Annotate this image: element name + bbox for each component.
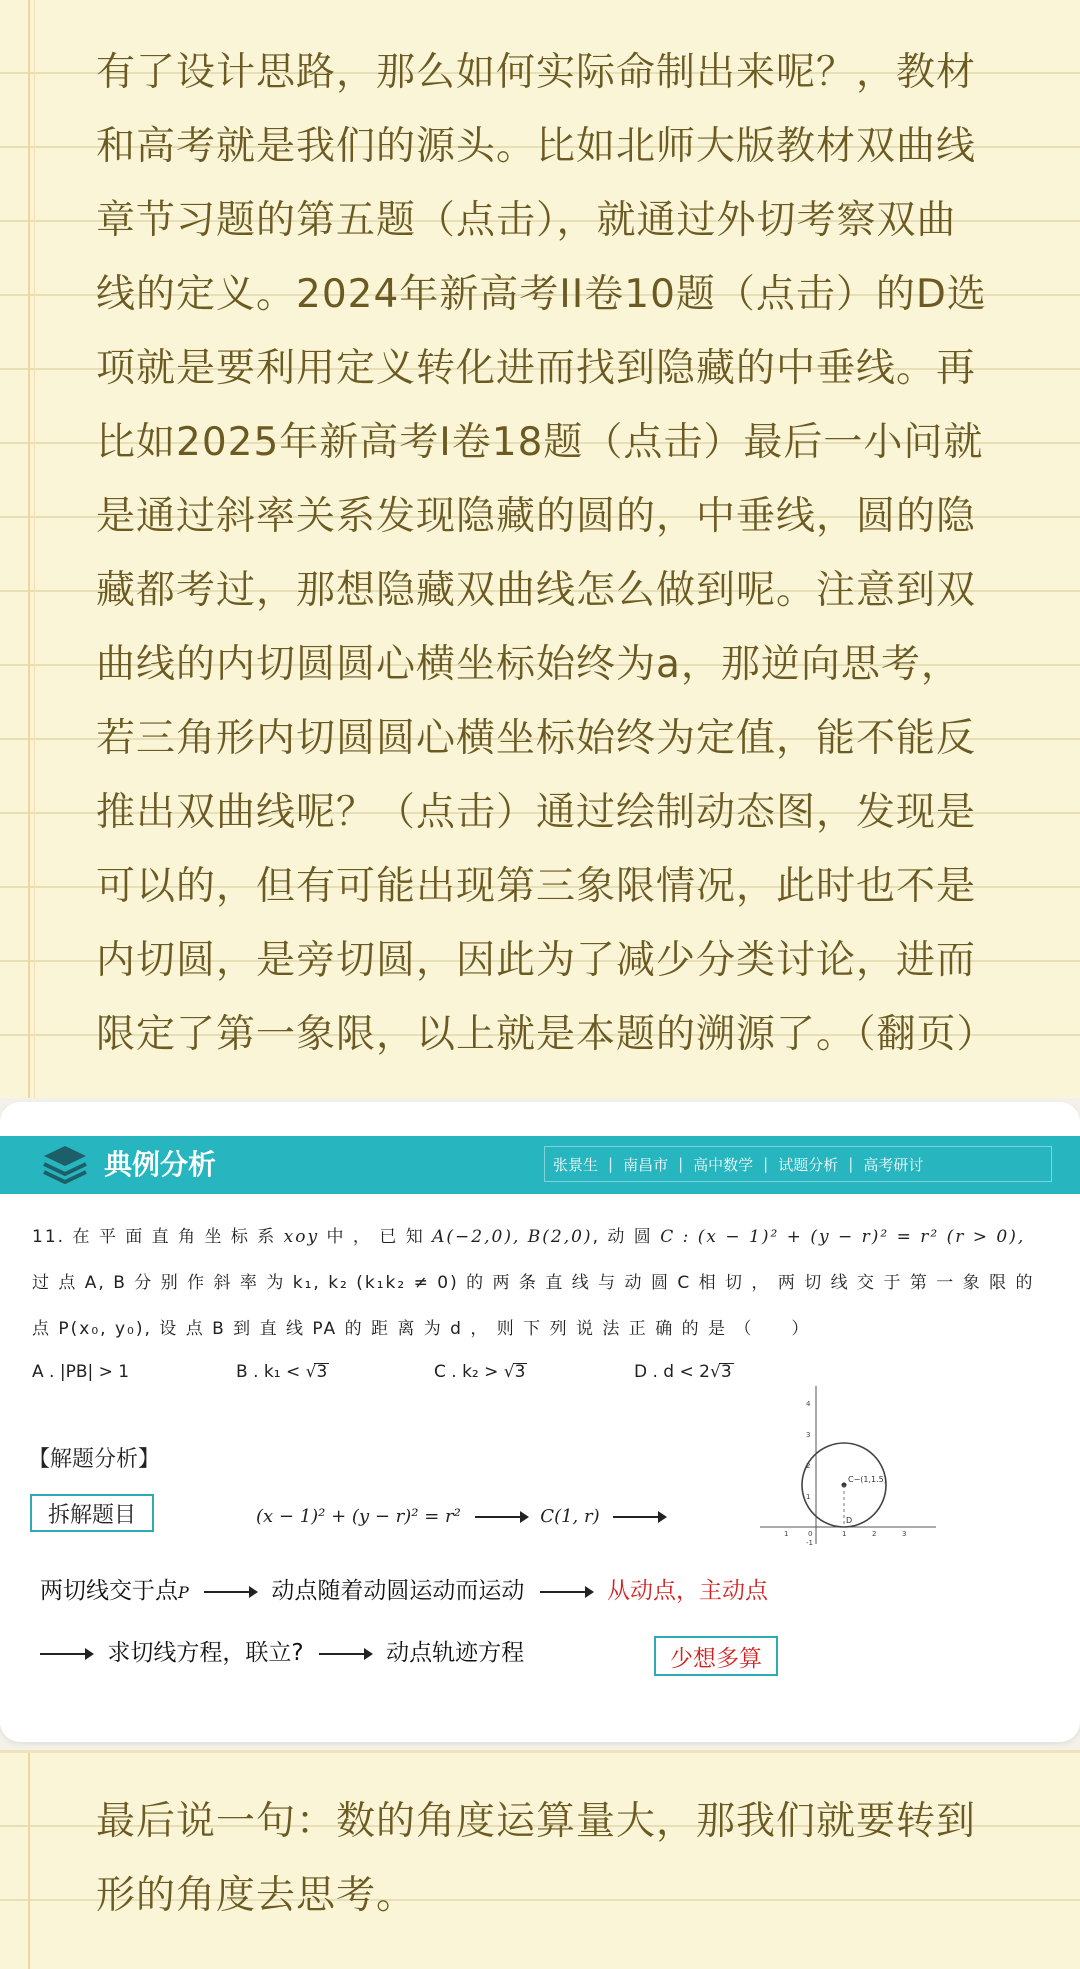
- svg-text:D: D: [846, 1516, 853, 1525]
- choice-b: B . k₁ < √3: [236, 1362, 328, 1382]
- text-line: 最后说一句：数的角度运算量大，那我们就要转到: [96, 1799, 977, 1844]
- center-label: C−(1,1.5): [848, 1475, 887, 1484]
- author-tags: 张景生 | 南昌市 | 高中数学 | 试题分析 | 高考研讨: [544, 1146, 1052, 1182]
- problem-text: C : (x − 1)² + (y − r)² = r² (r > 0),: [660, 1227, 1026, 1247]
- problem-text: xoy: [283, 1227, 320, 1247]
- svg-text:2: 2: [806, 1462, 811, 1470]
- text-line: 线的定义。2024年新高考II卷10题（点击）的D选: [96, 272, 987, 317]
- arrow-icon: [40, 1653, 92, 1655]
- problem-text: 中 ， 已 知: [319, 1227, 433, 1247]
- tag: 南昌市: [623, 1155, 669, 1174]
- text-line: 若三角形内切圆圆心横坐标始终为定值，能不能反: [96, 716, 977, 761]
- circle-center: C(1, r): [540, 1506, 600, 1527]
- slide-title: 典例分析: [104, 1148, 217, 1181]
- problem-line: [32, 1222, 1025, 1247]
- example-slide-card: [0, 1102, 1080, 1742]
- svg-text:4: 4: [806, 1400, 811, 1408]
- choice-c: C . k₂ > √3: [434, 1362, 526, 1382]
- tag: 试题分析: [778, 1155, 839, 1174]
- text-line: 限定了第一象限，以上就是本题的溯源了。（翻页）: [96, 1012, 997, 1057]
- text-line: 比如2025年新高考I卷18题（点击）最后一小问就: [96, 420, 984, 465]
- svg-text:1: 1: [784, 1530, 789, 1538]
- analysis-heading: 【解题分析】: [28, 1447, 161, 1472]
- sqrt-icon: √: [503, 1362, 515, 1382]
- text-line: 推出双曲线呢？（点击）通过绘制动态图，发现是: [96, 790, 977, 835]
- text-line: 形的角度去思考。: [96, 1873, 417, 1918]
- svg-text:1: 1: [842, 1530, 847, 1538]
- think-less-compute-more-box: 少想多算: [654, 1636, 778, 1676]
- svg-text:-1: -1: [806, 1539, 813, 1547]
- svg-text:0: 0: [808, 1530, 813, 1538]
- tag: 张景生: [553, 1155, 599, 1174]
- svg-text:1: 1: [806, 1493, 811, 1501]
- tag: 高考研讨: [863, 1155, 924, 1174]
- text-line: 和高考就是我们的源头。比如北师大版教材双曲线: [96, 124, 977, 169]
- tag: 高中数学: [693, 1155, 754, 1174]
- slide-header: [0, 1136, 1080, 1194]
- arrow-icon: [204, 1591, 256, 1593]
- sqrt-icon: √: [709, 1362, 721, 1382]
- sqrt-icon: √: [305, 1362, 317, 1382]
- layers-icon: [40, 1142, 90, 1188]
- problem-text: A(−2,0), B(2,0): [432, 1227, 593, 1247]
- circle-graph: [760, 1382, 940, 1547]
- text-line: 藏都考过，那想隐藏双曲线怎么做到呢。注意到双: [96, 568, 977, 613]
- circle-equation-row: [256, 1506, 673, 1527]
- text-line: 曲线的内切圆圆心横坐标始终为a，那逆向思考，: [96, 642, 961, 687]
- breakdown-box: 拆解题目: [30, 1494, 154, 1532]
- text-line: 有了设计思路，那么如何实际命制出来呢？，教材: [96, 50, 977, 95]
- analysis-line-1: 两切线交于点P 动点随着动圆运动而运动 从动点，主动点: [40, 1578, 769, 1604]
- closing-paragraph: [96, 1785, 1056, 1933]
- problem-line: 过 点 A, B 分 别 作 斜 率 为 k₁, k₂ (k₁k₂ ≠ 0) 的 两 条 直 线 与 动 圆 C 相 切 ， 两 切 线 交 于 第 一 象 限 的: [32, 1273, 1035, 1293]
- arrow-icon: [613, 1516, 665, 1518]
- text-line: 是通过斜率关系发现隐藏的圆的，中垂线，圆的隐: [96, 494, 977, 539]
- arrow-icon: [475, 1516, 527, 1518]
- text-line: 章节习题的第五题（点击），就通过外切考察双曲: [96, 198, 957, 243]
- svg-text:2: 2: [872, 1530, 877, 1538]
- svg-text:3: 3: [806, 1431, 811, 1439]
- text-line: 内切圆，是旁切圆，因此为了减少分类讨论，进而: [96, 938, 977, 983]
- problem-line: 点 P(x₀, y₀), 设 点 B 到 直 线 PA 的 距 离 为 d ， 则 下 列 说 法 正 确 的 是 （ ）: [32, 1319, 811, 1339]
- note-paper-bottom: [0, 1750, 1080, 1969]
- text-line: 可以的，但有可能出现第三象限情况，此时也不是: [96, 864, 977, 909]
- problem-text: , 动 圆: [592, 1227, 661, 1247]
- circle-equation: (x − 1)² + (y − r)² = r²: [256, 1506, 461, 1527]
- text-line: 项就是要利用定义转化进而找到隐藏的中垂线。再: [96, 346, 977, 391]
- choice-a: A . |PB| > 1: [32, 1362, 130, 1382]
- arrow-icon: [540, 1591, 592, 1593]
- analysis-line-2: 求切线方程，联立? 动点轨迹方程: [40, 1634, 524, 1667]
- intro-paragraph: [96, 36, 1056, 1072]
- problem-text: 11. 在 平 面 直 角 坐 标 系: [32, 1227, 284, 1247]
- svg-text:3: 3: [902, 1530, 907, 1538]
- choice-d: D . d < 2√3: [634, 1362, 732, 1382]
- arrow-icon: [319, 1653, 371, 1655]
